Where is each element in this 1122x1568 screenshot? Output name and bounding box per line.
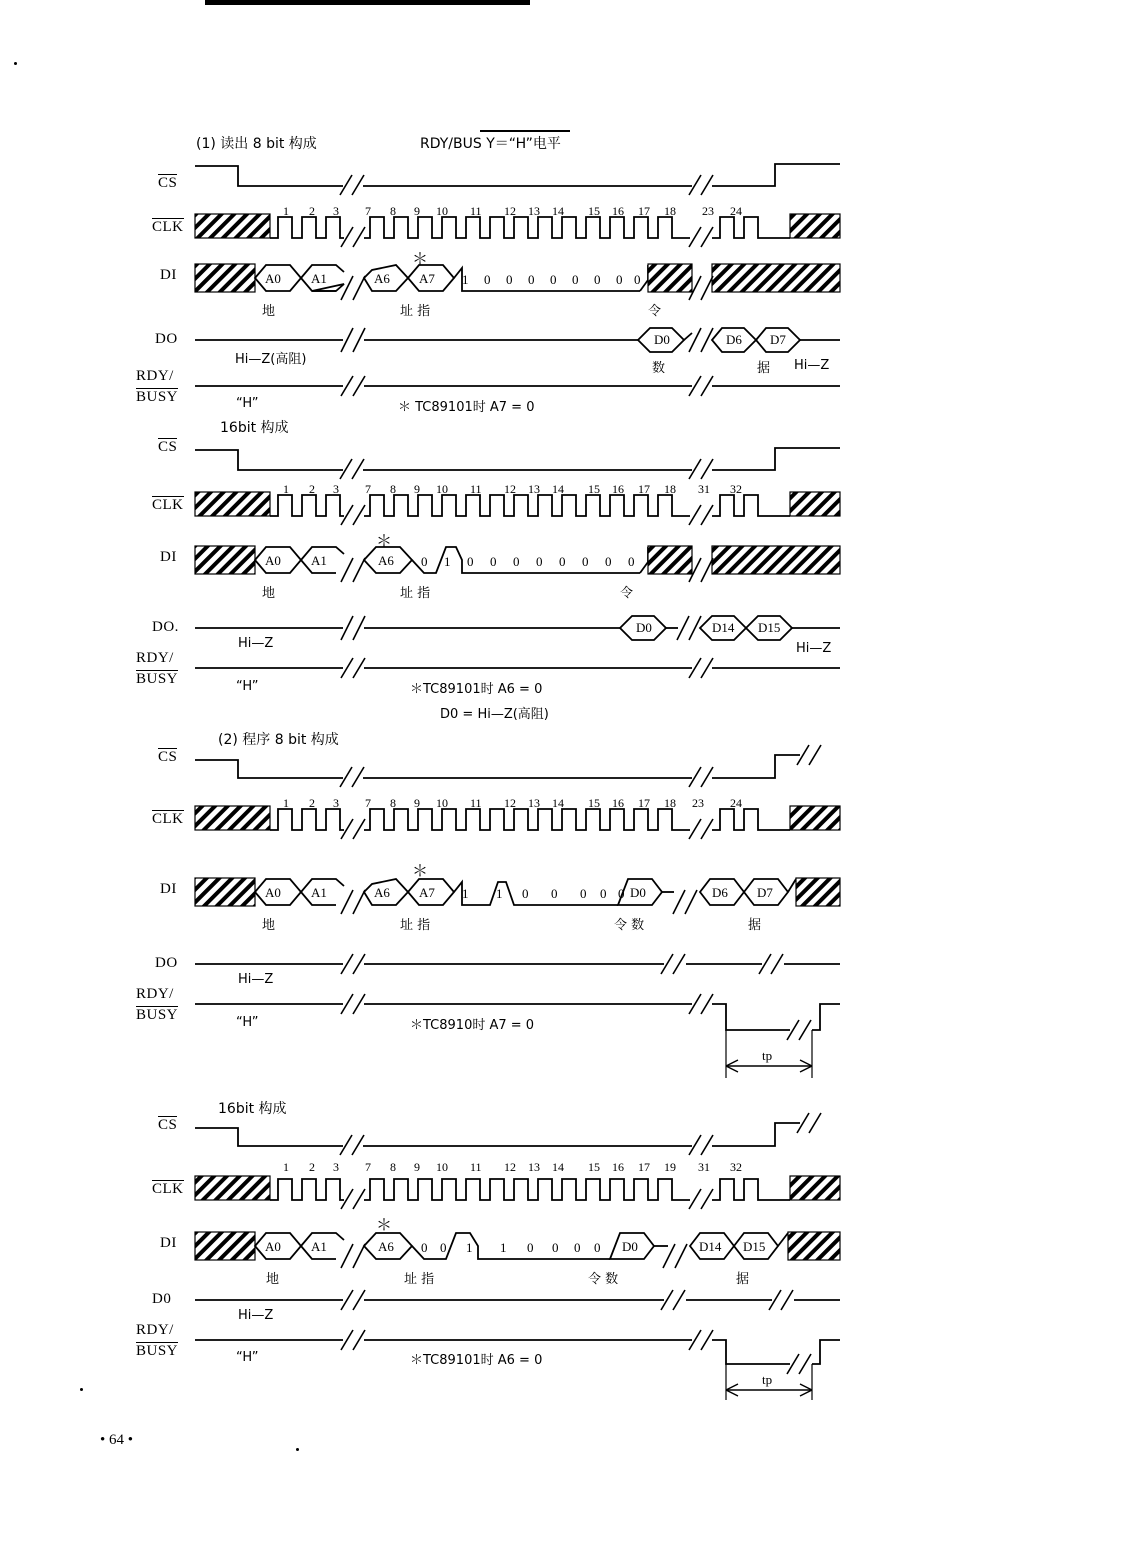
clk-num: 18 bbox=[664, 482, 676, 496]
clk-num: 9 bbox=[414, 204, 420, 218]
di-annotation-addr2: 址 指 bbox=[404, 1272, 435, 1287]
di-annotation-cmd: 令 数 bbox=[614, 918, 645, 933]
clk-num: 7 bbox=[365, 1160, 371, 1174]
do-cell: D7 bbox=[770, 332, 786, 347]
clk-num: 14 bbox=[552, 204, 564, 218]
signal-label-clk: CLK bbox=[152, 811, 184, 827]
clk-num: 17 bbox=[638, 796, 650, 810]
clk-num: 19 bbox=[664, 1160, 676, 1174]
clk-num: 13 bbox=[528, 482, 540, 496]
di-bit: 0 bbox=[513, 554, 520, 569]
clk-num: 12 bbox=[504, 796, 516, 810]
di-bit: 0 bbox=[421, 554, 428, 569]
clk-num: 1 bbox=[283, 796, 289, 810]
di-bit: 0 bbox=[440, 1240, 447, 1255]
di-bit: 0 bbox=[628, 554, 635, 569]
do-cell: D0 bbox=[636, 620, 652, 635]
clk-num: 17 bbox=[638, 204, 650, 218]
clk-num: 32 bbox=[730, 1160, 742, 1174]
signal-label-di: DI bbox=[160, 549, 177, 565]
di-annotation-addr: 地 bbox=[266, 1272, 280, 1287]
di-annotation-addr: 地 bbox=[262, 586, 276, 601]
di-cell: A1 bbox=[311, 271, 327, 286]
di-annotation-cmd: 令 bbox=[620, 586, 634, 601]
di-annotation-cmd: 令 数 bbox=[588, 1272, 619, 1287]
clk-num: 23 bbox=[692, 796, 704, 810]
di-bit: 0 bbox=[484, 272, 491, 287]
clk-num: 9 bbox=[414, 796, 420, 810]
di-cell: D15 bbox=[743, 1239, 766, 1254]
clk-num: 2 bbox=[309, 204, 315, 218]
di-bit: 0 bbox=[552, 1240, 559, 1255]
clk-num: 8 bbox=[390, 204, 396, 218]
signal-label-cs: CS bbox=[158, 439, 178, 455]
asterisk-marker: ＊ bbox=[376, 1217, 393, 1234]
di-bit: 0 bbox=[580, 886, 587, 901]
do-cell: D15 bbox=[758, 620, 781, 635]
clk-num: 9 bbox=[414, 1160, 420, 1174]
di-bit: 0 bbox=[550, 272, 557, 287]
clk-num: 14 bbox=[552, 1160, 564, 1174]
clk-num: 11 bbox=[470, 482, 482, 496]
do-hiz-left: Hi—Z(高阻) bbox=[235, 352, 307, 367]
di-bit: 1 bbox=[444, 554, 451, 569]
do-cell: D14 bbox=[712, 620, 735, 635]
di-cell: A6 bbox=[374, 885, 390, 900]
clk-num: 3 bbox=[333, 796, 339, 810]
di-annotation-data2: 据 bbox=[736, 1272, 750, 1287]
clk-num: 32 bbox=[730, 482, 742, 496]
do-hiz-right: Hi—Z bbox=[796, 641, 832, 656]
rdy-h-level: “H” bbox=[236, 1015, 259, 1030]
clk-num: 14 bbox=[552, 482, 564, 496]
star-note: ＊TC89101时 A6 = 0 bbox=[410, 1353, 543, 1368]
bus-overline bbox=[480, 130, 570, 132]
di-cell: A0 bbox=[265, 1239, 281, 1254]
clk-num: 8 bbox=[390, 796, 396, 810]
signal-label-rdy: RDY/ bbox=[136, 368, 174, 384]
clk-num: 17 bbox=[638, 482, 650, 496]
di-bit: 0 bbox=[574, 1240, 581, 1255]
star-note2: D0 = Hi—Z(高阻) bbox=[440, 707, 549, 722]
di-bit: 0 bbox=[421, 1240, 428, 1255]
di-cell: D0 bbox=[622, 1239, 638, 1254]
clk-num: 15 bbox=[588, 1160, 600, 1174]
di-cell: D0 bbox=[630, 885, 646, 900]
di-bit: 0 bbox=[582, 554, 589, 569]
signal-label-rdy: RDY/ bbox=[136, 650, 174, 666]
di-cell: A0 bbox=[265, 271, 281, 286]
di-bit: 0 bbox=[490, 554, 497, 569]
clk-num: 3 bbox=[333, 482, 339, 496]
clk-num: 16 bbox=[612, 1160, 624, 1174]
do-annotation-data2: 据 bbox=[757, 361, 771, 376]
di-cell: A0 bbox=[265, 553, 281, 568]
clk-num: 8 bbox=[390, 1160, 396, 1174]
clk-num: 12 bbox=[504, 482, 516, 496]
di-cell: A0 bbox=[265, 885, 281, 900]
rdy-h-level: “H” bbox=[236, 396, 259, 411]
asterisk-marker: ＊ bbox=[412, 251, 429, 268]
signal-label-clk: CLK bbox=[152, 219, 184, 235]
di-bit: 0 bbox=[506, 272, 513, 287]
star-note: ＊ TC89101时 A7 = 0 bbox=[398, 400, 535, 415]
clk-num: 13 bbox=[528, 204, 540, 218]
signal-label-do: DO. bbox=[152, 619, 179, 635]
clk-num: 18 bbox=[664, 796, 676, 810]
clk-num: 18 bbox=[664, 204, 676, 218]
clk-num: 15 bbox=[588, 204, 600, 218]
clk-num: 13 bbox=[528, 796, 540, 810]
clk-num: 1 bbox=[283, 482, 289, 496]
clk-num: 10 bbox=[436, 796, 448, 810]
clk-num: 8 bbox=[390, 482, 396, 496]
clk-num: 10 bbox=[436, 1160, 448, 1174]
clk-num: 7 bbox=[365, 482, 371, 496]
di-bit: 0 bbox=[600, 886, 607, 901]
clk-num: 10 bbox=[436, 482, 448, 496]
signal-label-cs: CS bbox=[158, 749, 178, 765]
clk-num: 7 bbox=[365, 204, 371, 218]
di-annotation-addr: 地 bbox=[262, 304, 276, 319]
di-bit: 0 bbox=[594, 1240, 601, 1255]
clk-num: 2 bbox=[309, 482, 315, 496]
clk-num: 10 bbox=[436, 204, 448, 218]
clk-num: 16 bbox=[612, 482, 624, 496]
do-cell: D6 bbox=[726, 332, 742, 347]
di-annotation-addr2: 址 指 bbox=[400, 304, 431, 319]
signal-label-do: DO bbox=[155, 331, 178, 347]
di-bit: 0 bbox=[594, 272, 601, 287]
clk-num: 2 bbox=[309, 1160, 315, 1174]
signal-label-clk: CLK bbox=[152, 497, 184, 513]
di-bit: 1 bbox=[500, 1240, 507, 1255]
do-cell: D0 bbox=[654, 332, 670, 347]
signal-label-busy: BUSY bbox=[136, 1007, 179, 1023]
di-cell: A7 bbox=[419, 885, 435, 900]
di-annotation-addr2: 址 指 bbox=[400, 918, 431, 933]
di-bit: 0 bbox=[536, 554, 543, 569]
do-annotation-data: 数 bbox=[652, 361, 666, 376]
clk-num: 11 bbox=[470, 204, 482, 218]
di-cell: A6 bbox=[374, 271, 390, 286]
clk-num: 16 bbox=[612, 204, 624, 218]
clk-num: 24 bbox=[730, 796, 742, 810]
signal-label-cs: CS bbox=[158, 1117, 178, 1133]
signal-label-busy: BUSY bbox=[136, 671, 179, 687]
di-annotation-data2: 据 bbox=[748, 918, 762, 933]
di-cell: A7 bbox=[419, 271, 435, 286]
clk-num: 3 bbox=[333, 1160, 339, 1174]
di-bit: 0 bbox=[559, 554, 566, 569]
clk-num: 23 bbox=[702, 204, 714, 218]
clk-num: 17 bbox=[638, 1160, 650, 1174]
signal-label-cs: CS bbox=[158, 175, 178, 191]
signal-label-di: DI bbox=[160, 267, 177, 283]
di-annotation-cmd: 令 bbox=[648, 304, 662, 319]
signal-label-di: DI bbox=[160, 1235, 177, 1251]
rdy-h-level: “H” bbox=[236, 1350, 259, 1365]
star-note: ＊TC89101时 A6 = 0 bbox=[410, 682, 543, 697]
di-bit: 1 bbox=[496, 886, 503, 901]
di-bit: 0 bbox=[618, 886, 625, 901]
clk-num: 7 bbox=[365, 796, 371, 810]
di-bit: 1 bbox=[462, 272, 469, 287]
di-cell: D7 bbox=[757, 885, 773, 900]
clk-num: 16 bbox=[612, 796, 624, 810]
clk-num: 1 bbox=[283, 1160, 289, 1174]
di-annotation-addr: 地 bbox=[262, 918, 276, 933]
clk-num: 1 bbox=[283, 204, 289, 218]
signal-label-busy: BUSY bbox=[136, 1343, 179, 1359]
di-cell: A6 bbox=[378, 1239, 394, 1254]
section1-heading: (1) 读出 8 bit 构成 bbox=[196, 136, 317, 152]
di-cell: A1 bbox=[311, 553, 327, 568]
clk-num: 15 bbox=[588, 796, 600, 810]
di-bit: 0 bbox=[467, 554, 474, 569]
di-bit: 1 bbox=[466, 1240, 473, 1255]
section2b-heading: 16bit 构成 bbox=[218, 1101, 287, 1117]
clk-num: 24 bbox=[730, 204, 742, 218]
di-bit: 0 bbox=[634, 272, 641, 287]
section1-note: RDY/BUS Y＝“H”电平 bbox=[420, 136, 561, 152]
di-bit: 0 bbox=[616, 272, 623, 287]
signal-label-busy: BUSY bbox=[136, 389, 179, 405]
di-bit: 1 bbox=[462, 886, 469, 901]
di-bit: 0 bbox=[528, 272, 535, 287]
do-hiz-left: Hi—Z bbox=[238, 1308, 274, 1323]
clk-num: 15 bbox=[588, 482, 600, 496]
section1b-heading: 16bit 构成 bbox=[220, 420, 289, 436]
clk-num: 11 bbox=[470, 1160, 482, 1174]
di-bit: 0 bbox=[572, 272, 579, 287]
clk-num: 14 bbox=[552, 796, 564, 810]
di-bit: 0 bbox=[551, 886, 558, 901]
rdy-h-level: “H” bbox=[236, 679, 259, 694]
signal-label-do: D0 bbox=[152, 1291, 172, 1307]
di-cell: A1 bbox=[311, 1239, 327, 1254]
clk-num: 2 bbox=[309, 796, 315, 810]
clk-num: 9 bbox=[414, 482, 420, 496]
di-cell: A6 bbox=[378, 553, 394, 568]
di-cell: A1 bbox=[311, 885, 327, 900]
clk-num: 12 bbox=[504, 1160, 516, 1174]
clk-num: 12 bbox=[504, 204, 516, 218]
clk-num: 11 bbox=[470, 796, 482, 810]
tp-label: tp bbox=[762, 1048, 773, 1063]
signal-label-rdy: RDY/ bbox=[136, 986, 174, 1002]
star-note: ＊TC8910时 A7 = 0 bbox=[410, 1018, 535, 1033]
di-annotation-addr2: 址 指 bbox=[400, 586, 431, 601]
signal-label-do: DO bbox=[155, 955, 178, 971]
clk-num: 3 bbox=[333, 204, 339, 218]
do-hiz-right: Hi—Z bbox=[794, 358, 830, 373]
di-bit: 0 bbox=[605, 554, 612, 569]
di-bit: 0 bbox=[522, 886, 529, 901]
di-bit: 0 bbox=[527, 1240, 534, 1255]
clk-num: 31 bbox=[698, 1160, 710, 1174]
clk-num: 13 bbox=[528, 1160, 540, 1174]
section2-heading: (2) 程序 8 bit 构成 bbox=[218, 732, 339, 748]
di-cell: D14 bbox=[699, 1239, 722, 1254]
signal-label-di: DI bbox=[160, 881, 177, 897]
do-hiz-left: Hi—Z bbox=[238, 636, 274, 651]
do-hiz-left: Hi—Z bbox=[238, 972, 274, 987]
clk-num: 31 bbox=[698, 482, 710, 496]
tp-label: tp bbox=[762, 1372, 773, 1387]
signal-label-clk: CLK bbox=[152, 1181, 184, 1197]
asterisk-marker: ＊ bbox=[412, 863, 429, 880]
di-cell: D6 bbox=[712, 885, 728, 900]
page-number: • 64 • bbox=[100, 1432, 134, 1448]
asterisk-marker: ＊ bbox=[376, 533, 393, 550]
signal-label-rdy: RDY/ bbox=[136, 1322, 174, 1338]
